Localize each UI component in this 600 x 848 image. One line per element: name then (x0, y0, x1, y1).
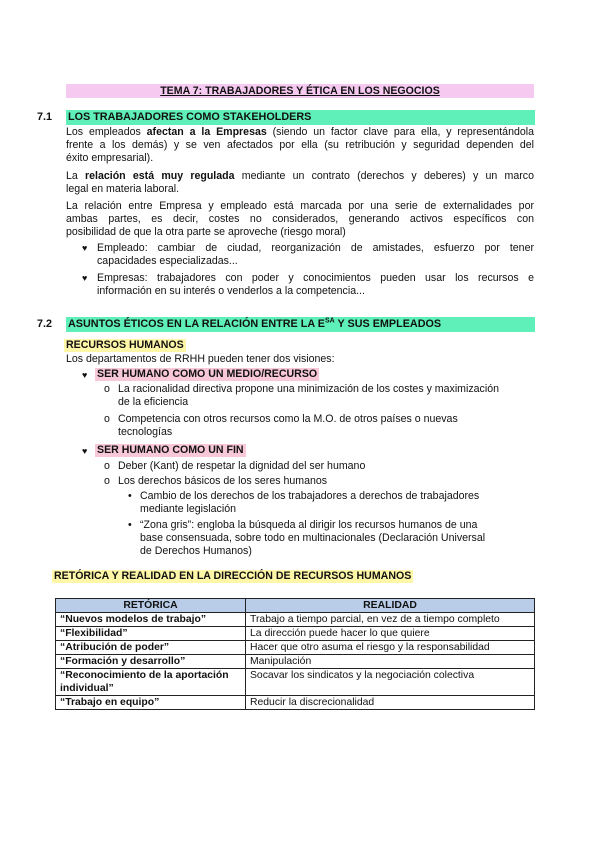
paragraph-line: éxito empresarial). (66, 152, 154, 164)
table-header-row (56, 599, 535, 613)
table-cell: Socavar los sindicatos y la negociación colectiva (246, 669, 535, 696)
table-cell: Manipulación (246, 655, 535, 669)
vision-heading-end: SER HUMANO COMO UN FIN (97, 444, 244, 456)
section-heading-7-2 (37, 317, 535, 332)
column-header: REALIDAD (246, 599, 535, 613)
dot-bullet-icon: • (128, 490, 132, 502)
table-cell: “Formación y desarrollo” (56, 655, 246, 669)
table-cell: “Atribución de poder” (56, 641, 246, 655)
rhetoric-reality-table (55, 598, 535, 710)
table-cell: Reducir la discrecionalidad (246, 696, 535, 710)
vision-heading-resource: SER HUMANO COMO UN MEDIO/RECURSO (97, 368, 318, 380)
circle-bullet-icon: o (104, 460, 110, 472)
paragraph-employees (66, 126, 534, 165)
paragraph-line: La relación entre Empresa y empleado está marcada por una serie de externalidades por (66, 200, 534, 212)
circle-bullet-icon: o (104, 383, 110, 395)
table-cell: “Nuevos modelos de trabajo” (56, 613, 246, 627)
table-cell: La dirección puede hacer lo que quiere (246, 627, 535, 641)
table-cell: “Trabajo en equipo” (56, 696, 246, 710)
list-item: Empleado: cambiar de ciudad, reorganización de amistades, esfuerzo por tener capacidades especializadas... (97, 242, 534, 267)
table-row (56, 696, 535, 710)
list-item: La racionalidad directiva propone una minimización de los costes y maximización de la eficiencia (118, 383, 499, 408)
table-row (56, 641, 535, 655)
list-item: Los derechos básicos de los seres humanos (118, 475, 328, 487)
list-item: Competencia con otros recursos como la M.O. de otros países o nuevas tecnologías (118, 413, 458, 438)
table-row (56, 655, 535, 669)
section-number: 7.2 (37, 318, 53, 330)
paragraph-externalities (66, 200, 534, 239)
page-title: TEMA 7: TRABAJADORES Y ÉTICA EN LOS NEGOCIOS (66, 84, 534, 98)
section-title: LOS TRABAJADORES COMO STAKEHOLDERS (66, 110, 535, 125)
paragraph-line: Los empleados afectan a la Empresas (siendo un factor clave para ella, y representándola (66, 126, 534, 138)
list-item: “Zona gris”: engloba la búsqueda al dirigir los recursos humanos de una base consensuada, sobre todo en multinacionales (Declaración Universal de Derechos Humanos) (140, 519, 486, 557)
list-item: Deber (Kant) de respetar la dignidad del ser humano (118, 460, 366, 472)
paragraph-line: posibilidad de que la otra parte se aproveche (riesgo moral) (66, 226, 346, 238)
section-title: ASUNTOS ÉTICOS EN LA RELACIÓN ENTRE LA $E^{SA}$ Y SUS EMPLEADOS (66, 317, 535, 332)
heart-bullet-icon: ♥ (82, 446, 88, 456)
list-item: Empresas: trabajadores con poder y conocimientos pueden usar los recursos e información en su interés o venderlos a la competencia... (97, 272, 534, 297)
paragraph-line: legal en materia laboral. (66, 183, 180, 195)
section-heading-7-1 (37, 110, 535, 125)
section-number: 7.1 (37, 111, 53, 123)
heart-bullet-icon: ♥ (82, 243, 88, 253)
list-item: Cambio de los derechos de los trabajadores a derechos de trabajadores mediante legislación (140, 490, 480, 515)
rhetoric-reality-heading: RETÓRICA Y REALIDAD EN LA DIRECCIÓN DE RECURSOS HUMANOS (54, 570, 412, 582)
table-row (56, 627, 535, 641)
dot-bullet-icon: • (128, 519, 132, 531)
circle-bullet-icon: o (104, 475, 110, 487)
table-row (56, 669, 535, 696)
heart-bullet-icon: ♥ (82, 370, 88, 380)
paragraph-regulation (66, 170, 534, 196)
paragraph-line: ambas partes, es decir, costes no considerados, generando activos específicos con (66, 213, 534, 225)
table-cell: Trabajo a tiempo parcial, en vez de a tiempo completo (246, 613, 535, 627)
paragraph-line: La relación está muy regulada mediante un contrato (derechos y deberes) y un marco (66, 170, 534, 182)
circle-bullet-icon: o (104, 413, 110, 425)
subsection-heading: RECURSOS HUMANOS (66, 339, 184, 351)
table-cell: “Reconocimiento de la aportación individual” (56, 669, 246, 696)
intro-text: Los departamentos de RRHH pueden tener dos visiones: (66, 353, 335, 365)
table-cell: Hacer que otro asuma el riesgo y la responsabilidad (246, 641, 535, 655)
column-header: RETÓRICA (56, 599, 246, 613)
heart-bullet-icon: ♥ (82, 273, 88, 283)
table-cell: “Flexibilidad” (56, 627, 246, 641)
table-row (56, 613, 535, 627)
paragraph-line: frente a los demás) y se ven afectados por ella (su retribución y seguridad dependen del (66, 139, 534, 151)
